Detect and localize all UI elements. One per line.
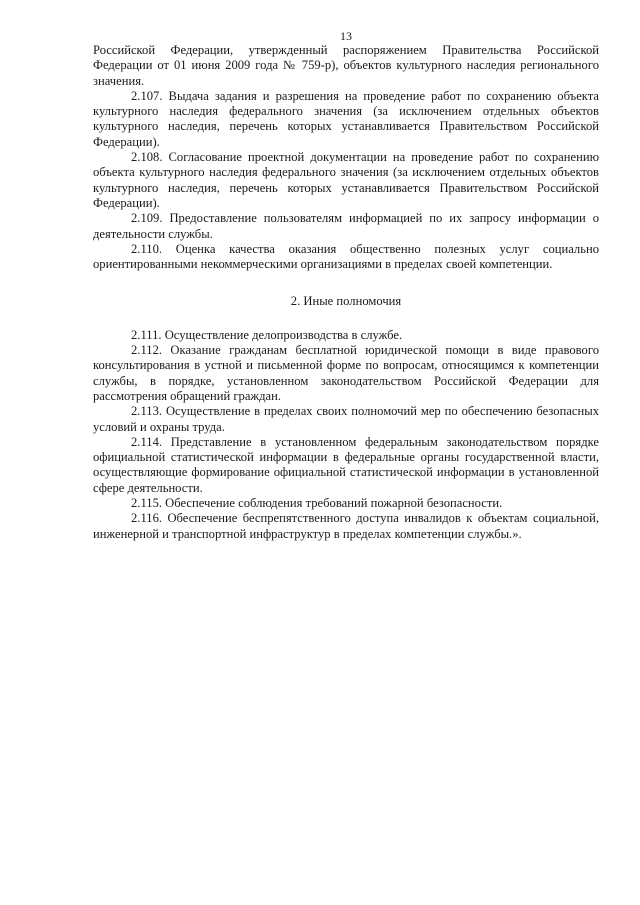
paragraph-2-116: 2.116. Обеспечение беспрепятственного доступа инвалидов к объектам социальной, инженерной и транспортной инфраструктур в пределах компетенции службы.». xyxy=(93,511,599,541)
paragraph-2-114: 2.114. Представление в установленном федеральным законодательством порядке официальной статистической информации в федеральные органы государственной власти, осуществляющие формирование официальной статистической информации в установленной сфере деятельности. xyxy=(93,434,599,495)
paragraph-2-112: 2.112. Оказание гражданам бесплатной юридической помощи в виде правового консультирования в устной и письменной форме по вопросам, относящимся к компетенции службы, в порядке, установленном законодательством Российской Федерации для рассмотрения обращений граждан. xyxy=(93,343,599,403)
section-heading: 2. Иные полномочия xyxy=(290,294,402,309)
spacer xyxy=(93,272,599,294)
paragraph-2-111: 2.111. Осуществление делопроизводства в службе. xyxy=(131,327,403,342)
spacer xyxy=(93,310,599,328)
paragraph-2-107: 2.107. Выдача задания и разрешения на проведение работ по сохранению объекта культурного наследия федерального значения (за исключением отдельных объектов культурного наследия, перечень которых устанавливается Правительством Российской Федерации). xyxy=(93,88,599,149)
paragraph-continuation: Российской Федерации, утвержденный распоряжением Правительства Российской Федерации от 01 июня 2009 года № 759-р), объектов культурного наследия регионального значения. xyxy=(93,43,599,88)
page-number: 13 xyxy=(340,29,352,43)
paragraph-2-109: 2.109. Предоставление пользователям информацией по их запросу информации о деятельности службы. xyxy=(93,211,599,241)
paragraph-2-108: 2.108. Согласование проектной документации на проведение работ по сохранению объекта культурного наследия федерального значения (за исключением отдельных объектов культурного наследия, перечень которых устанавливается Правительством Российской Федерации). xyxy=(93,150,599,210)
paragraph-2-115: 2.115. Обеспечение соблюдения требований пожарной безопасности. xyxy=(131,496,503,511)
paragraph-2-110: 2.110. Оценка качества оказания общественно полезных услуг социально ориентированными некоммерческими организациями в пределах своей компетенции. xyxy=(93,241,599,272)
document-body xyxy=(93,43,599,542)
paragraph-2-113: 2.113. Осуществление в пределах своих полномочий мер по обеспечению безопасных условий и охраны труда. xyxy=(93,404,599,434)
